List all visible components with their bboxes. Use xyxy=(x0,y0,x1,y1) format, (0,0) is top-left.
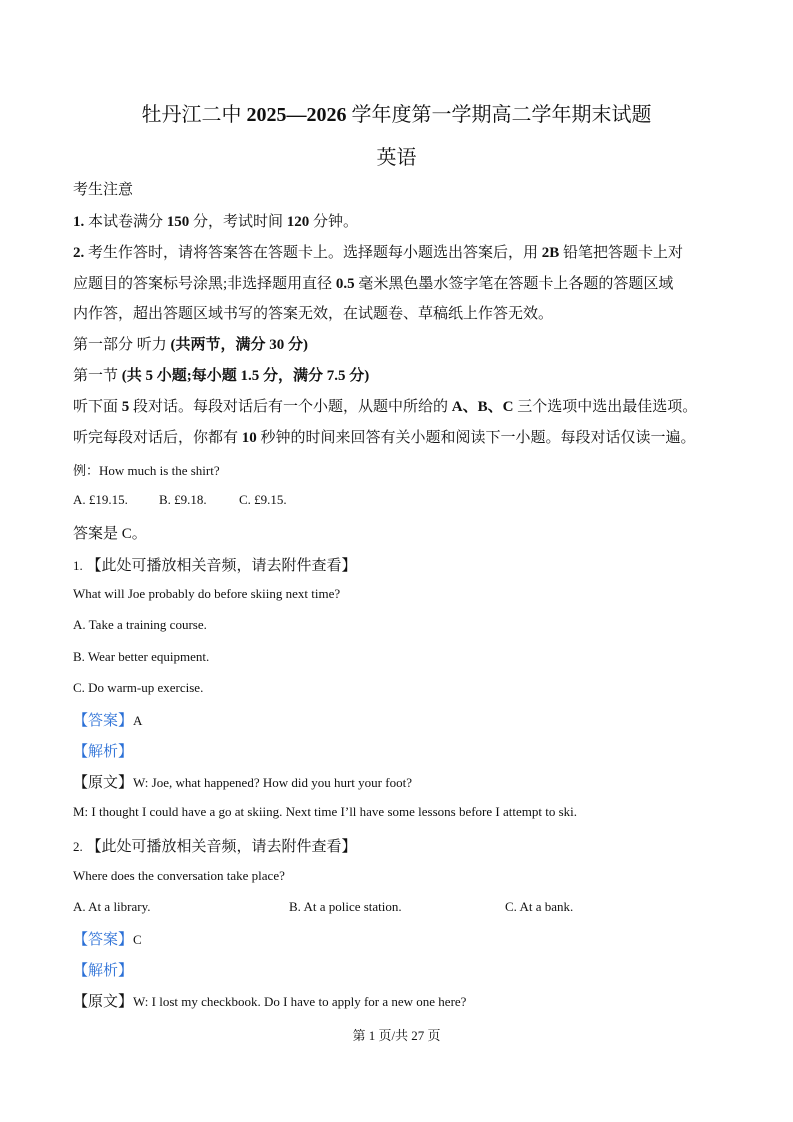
q1-answer: 【答案】A xyxy=(73,713,143,729)
q2-question: Where does the conversation take place? xyxy=(73,868,285,883)
example-option-c: C. £9.15. xyxy=(239,492,287,507)
q2-option-a: A. At a library. xyxy=(73,899,151,914)
q1-transcript-line-1: 【原文】W: Joe, what happened? How did you hurt your foot? xyxy=(73,775,412,791)
q2-transcript-line-1: 【原文】W: I lost my checkbook. Do I have to apply for a new one here? xyxy=(73,994,467,1010)
q1-analysis: 【解析】 xyxy=(73,744,134,760)
q1-audio-note: 1. 【此处可播放相关音频，请去附件查看】 xyxy=(73,558,357,574)
subject-title: 英语 xyxy=(376,147,417,169)
notice-item-2-line-3: 内作答，超出答题区域书写的答案无效，在试题卷、草稿纸上作答无效。 xyxy=(73,306,554,322)
page-number: 第 1 页/共 27 页 xyxy=(352,1028,441,1043)
example-answer: 答案是 C。 xyxy=(73,526,147,542)
example-option-a: A. £19.15. xyxy=(73,492,128,507)
q2-analysis: 【解析】 xyxy=(73,963,134,979)
listening-instruction-line-1: 听下面 5 段对话。每段对话后有一个小题，从题中所给的 A、B、C 三个选项中选出最佳选项。 xyxy=(73,399,698,415)
q1-option-a: A. Take a training course. xyxy=(73,617,207,632)
q1-transcript-line-2: M: I thought I could have a go at skiing. Next time I’ll have some lessons before I attempt to ski. xyxy=(73,804,578,819)
listening-instruction-line-2: 听完每段对话后，你都有 10 秒钟的时间来回答有关小题和阅读下一小题。每段对话仅读一遍。 xyxy=(73,430,696,446)
q2-answer: 【答案】C xyxy=(73,932,142,948)
notice-item-1: 1. 本试卷满分 150 分，考试时间 120 分钟。 xyxy=(73,214,359,230)
notice-item-2-line-1: 2. 考生作答时，请将答案答在答题卡上。选择题每小题选出答案后，用 2B 铅笔把答题卡上对 xyxy=(73,245,684,261)
example-option-b: B. £9.18. xyxy=(159,492,207,507)
q1-option-c: C. Do warm-up exercise. xyxy=(73,680,204,695)
q1-option-b: B. Wear better equipment. xyxy=(73,649,210,664)
q2-audio-note: 2. 【此处可播放相关音频，请去附件查看】 xyxy=(73,839,357,855)
document-title: 牡丹江二中 2025—2026 学年度第一学期高二学年期末试题 xyxy=(141,104,652,126)
q2-option-c: C. At a bank. xyxy=(505,899,574,914)
section1-heading: 第一节 (共 5 小题;每小题 1.5 分，满分 7.5 分) xyxy=(73,368,370,384)
q1-question: What will Joe probably do before skiing next time? xyxy=(73,586,341,601)
part1-heading: 第一部分 听力 (共两节，满分 30 分) xyxy=(73,337,309,353)
notice-heading: 考生注意 xyxy=(73,182,134,198)
example-question: 例：How much is the shirt? xyxy=(73,463,220,478)
notice-item-2-line-2: 应题目的答案标号涂黑;非选择题用直径 0.5 毫米黑色墨水签字笔在答题卡上各题的答题区域 xyxy=(73,276,674,292)
q2-option-b: B. At a police station. xyxy=(289,899,402,914)
